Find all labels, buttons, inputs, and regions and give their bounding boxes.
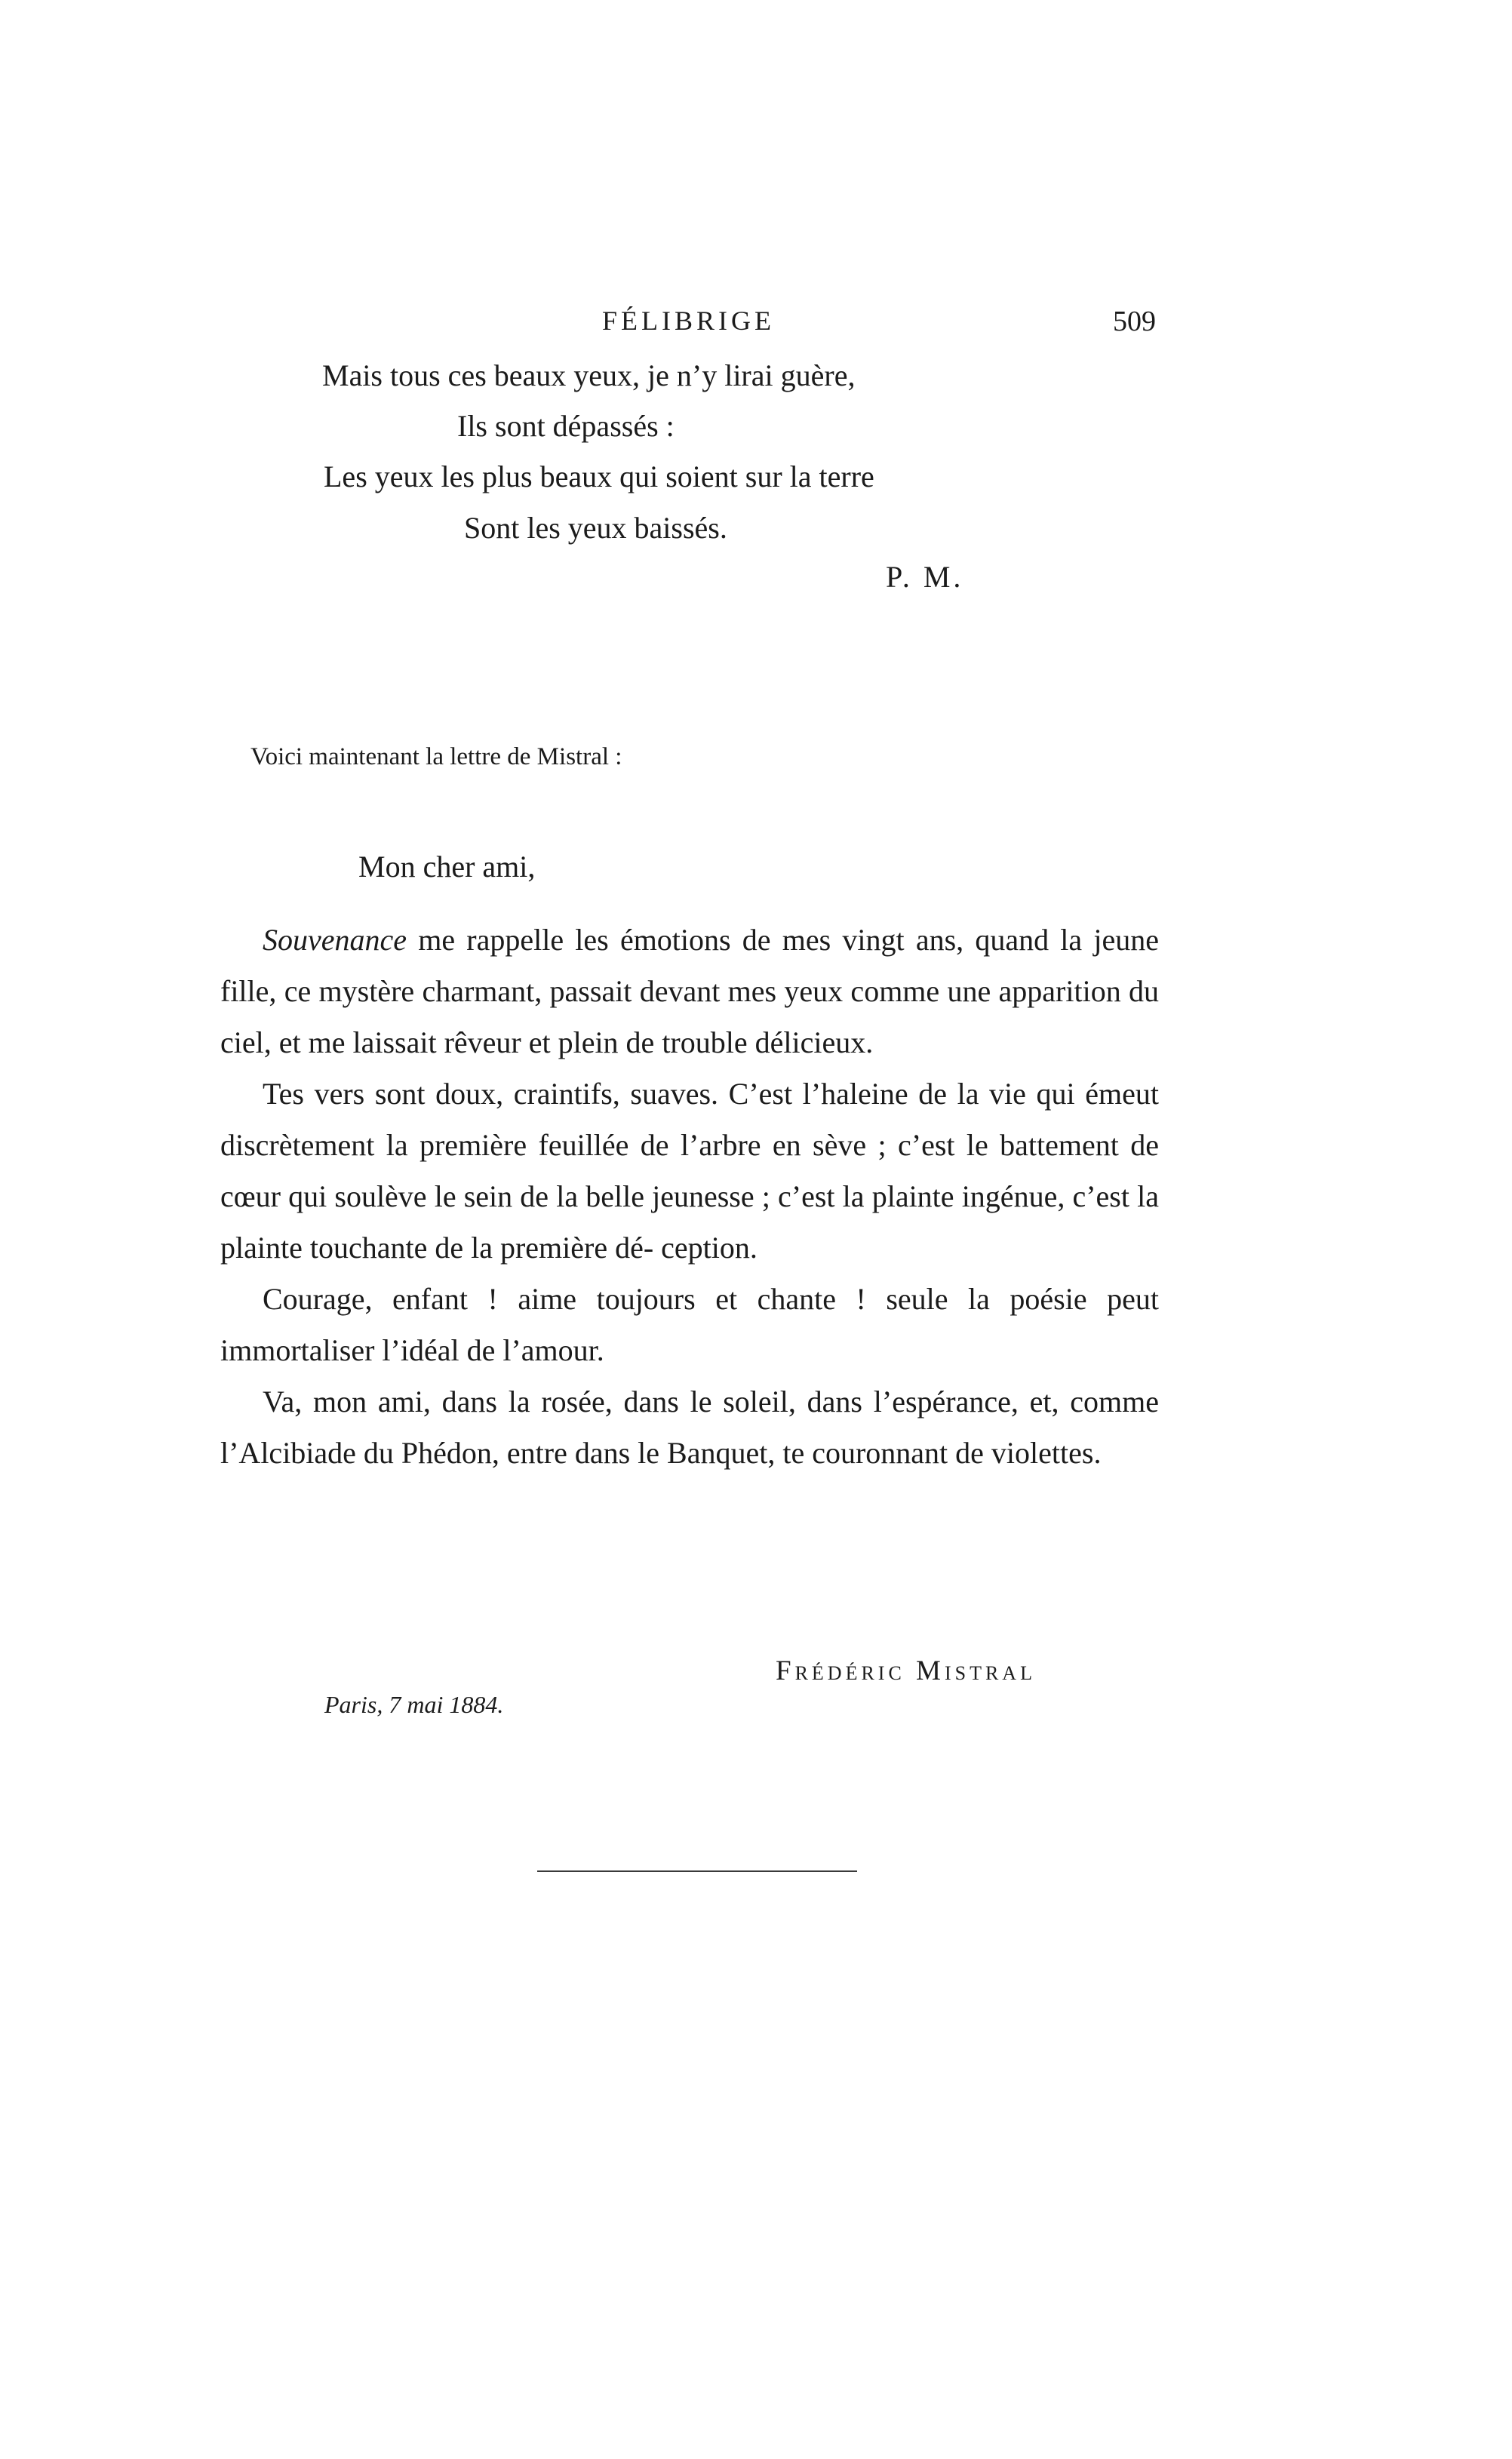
poem-signature: P. M. (886, 560, 964, 594)
letter-paragraph: Tes vers sont doux, craintifs, suaves. C’est l’haleine de la vie qui émeut discrètement la première feuillée de l’arbre en sève ; c’est le battement de cœur qui soulève le sein de la belle jeunesse ; c’est la plainte ingénue, c’est la plainte touchante de la première dé- ception. (220, 1077, 1159, 1265)
letter-paragraph: Souvenance me rappelle les émotions de mes vingt ans, quand la jeune fille, ce mystère charmant, passait devant mes yeux comme une apparition du ciel, et me laissait rêveur et plein de trouble délicieux. (220, 923, 1159, 1059)
poem-line: Mais tous ces beaux yeux, je n’y lirai guère, (322, 358, 856, 392)
poem-line: Sont les yeux baissés. (464, 511, 727, 545)
letter-signature: Frédéric Mistral (776, 1655, 1036, 1686)
intro-line: Voici maintenant la lettre de Mistral : (250, 743, 622, 770)
letter-paragraph: Va, mon ami, dans la rosée, dans le soleil, dans l’espérance, et, comme l’Alcibiade du Phédon, entre dans le Banquet, te couronnant de violettes. (220, 1385, 1159, 1470)
letter-salutation: Mon cher ami, (358, 850, 536, 884)
section-divider (537, 1870, 857, 1872)
running-title: FÉLIBRIGE (602, 306, 775, 336)
poem-line: Ils sont dépassés : (457, 409, 675, 443)
page-number: 509 (1113, 306, 1156, 337)
letter-paragraph: Courage, enfant ! aime toujours et chante ! seule la poésie peut immortaliser l’idéal de l’amour. (220, 1282, 1159, 1367)
emphasized-word: Souvenance (263, 923, 407, 957)
poem-line: Les yeux les plus beaux qui soient sur la terre (324, 460, 874, 493)
letter-date: Paris, 7 mai 1884. (324, 1691, 504, 1718)
letter-body (220, 914, 1159, 1479)
